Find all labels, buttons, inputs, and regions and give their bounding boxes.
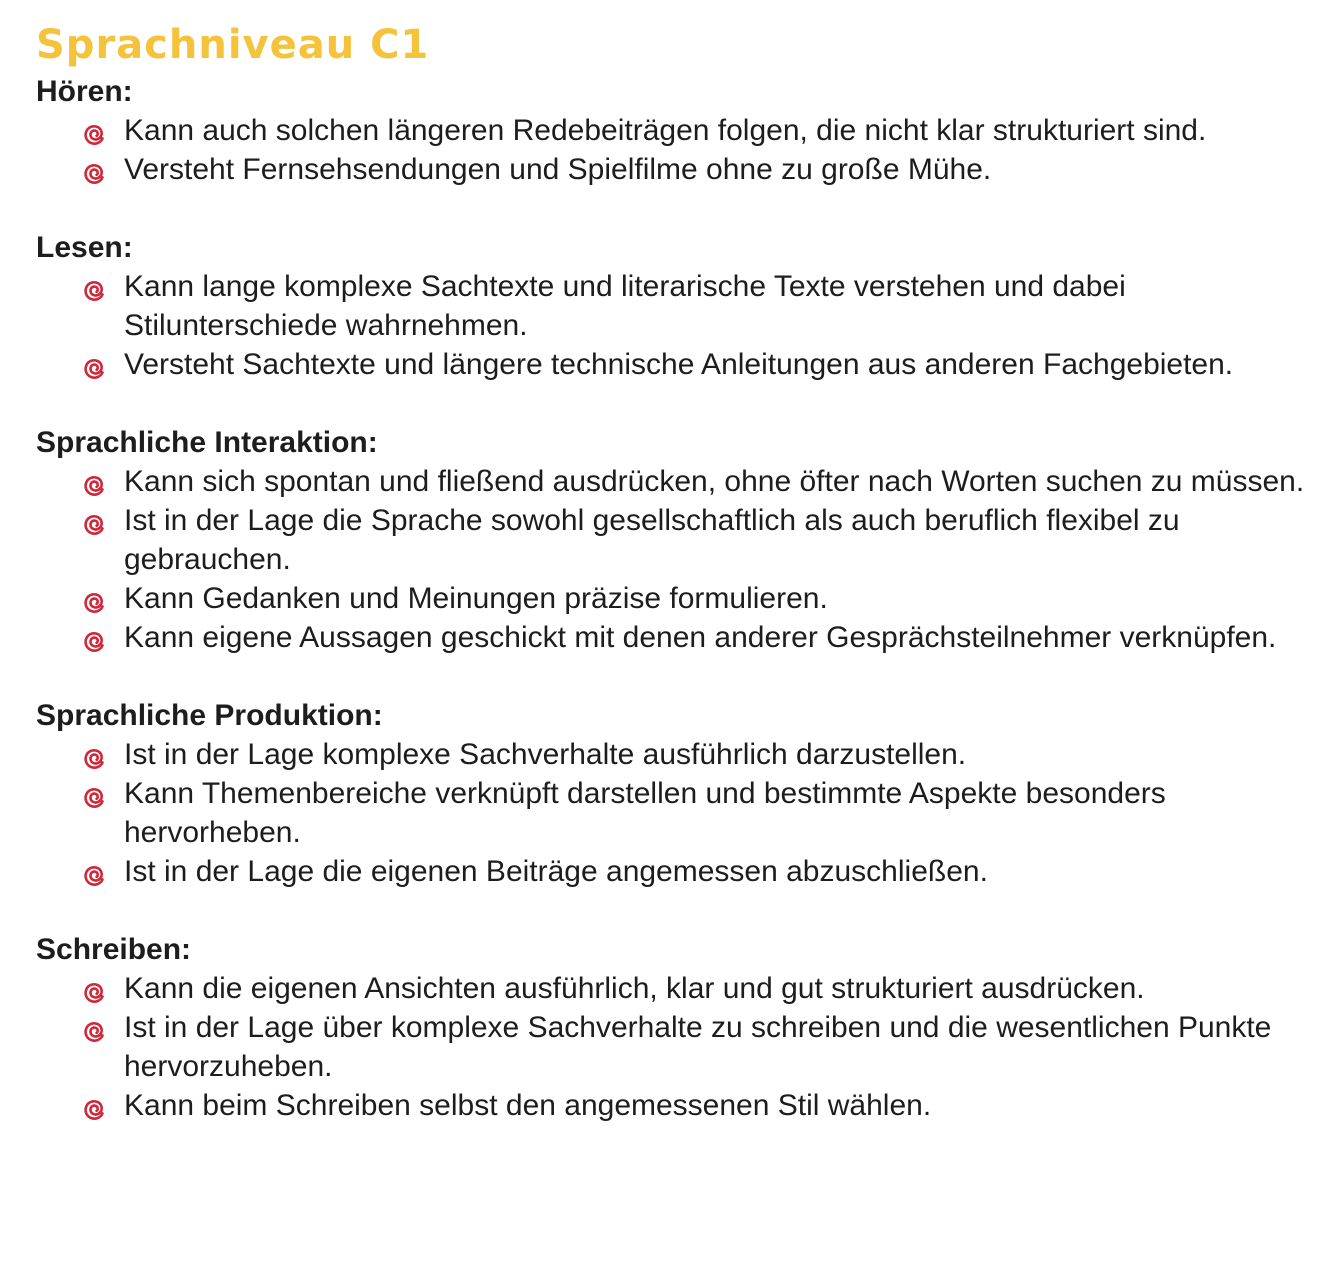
bullet-list [36,969,1326,1125]
list-item-text: Kann Themenbereiche verknüpft darstellen und bestimmte Aspekte besonders hervorheben. [124,777,1166,849]
section-heading: Hören: [36,75,133,108]
section-heading: Sprachliche Produktion: [36,699,383,732]
spiral-bullet-icon [82,1015,106,1039]
spiral-bullet-icon [82,118,106,142]
list-item [36,150,1326,189]
spiral-bullet-icon [82,742,106,766]
spiral-bullet-icon [82,352,106,376]
list-item-text: Ist in der Lage komplexe Sachverhalte ausführlich darzustellen. [124,738,967,771]
list-item [36,345,1326,384]
section-sprachliche-interaktion [36,423,1326,657]
spiral-bullet-icon [82,976,106,1000]
spiral-bullet-icon [82,625,106,649]
list-item-text: Ist in der Lage über komplexe Sachverhalte zu schreiben und die wesentlichen Punkte hervorzuheben. [124,1011,1272,1083]
list-item [36,579,1326,618]
section-heading: Sprachliche Interaktion: [36,426,378,459]
spiral-bullet-icon [82,1093,106,1117]
section-heading: Schreiben: [36,933,192,966]
list-item [36,735,1326,774]
list-item [36,852,1326,891]
list-item-text: Kann auch solchen längeren Redebeiträgen folgen, die nicht klar strukturiert sind. [124,114,1207,147]
list-item [36,1086,1326,1125]
list-item-text: Kann eigene Aussagen geschickt mit denen anderer Gesprächsteilnehmer verknüpfen. [124,621,1277,654]
section-schreiben [36,930,1326,1125]
bullet-list [36,462,1326,657]
spiral-bullet-icon [82,781,106,805]
list-item-text: Kann beim Schreiben selbst den angemessenen Stil wählen. [124,1089,932,1122]
list-item-text: Ist in der Lage die Sprache sowohl gesellschaftlich als auch beruflich flexibel zu gebrauchen. [124,504,1180,576]
list-item-text: Kann Gedanken und Meinungen präzise formulieren. [124,582,828,615]
list-item [36,1008,1326,1086]
list-item-text: Versteht Sachtexte und längere technische Anleitungen aus anderen Fachgebieten. [124,348,1234,381]
list-item [36,501,1326,579]
bullet-list [36,111,1326,189]
list-item-text: Kann sich spontan und fließend ausdrücken, ohne öfter nach Worten suchen zu müssen. [124,465,1305,498]
spiral-bullet-icon [82,157,106,181]
section-hoeren [36,72,1326,189]
list-item [36,267,1326,345]
spiral-bullet-icon [82,859,106,883]
page-title: Sprachniveau C1 [36,22,430,68]
list-item-text: Kann die eigenen Ansichten ausführlich, klar und gut strukturiert ausdrücken. [124,972,1145,1005]
list-item-text: Kann lange komplexe Sachtexte und literarische Texte verstehen und dabei Stilunterschiede wahrnehmen. [124,270,1126,342]
document-page [36,18,1326,1125]
section-lesen [36,228,1326,384]
list-item [36,774,1326,852]
bullet-list [36,735,1326,891]
list-item [36,969,1326,1008]
spiral-bullet-icon [82,274,106,298]
spiral-bullet-icon [82,586,106,610]
list-item [36,462,1326,501]
spiral-bullet-icon [82,508,106,532]
list-item-text: Versteht Fernsehsendungen und Spielfilme ohne zu große Mühe. [124,153,992,186]
list-item [36,618,1326,657]
bullet-list [36,267,1326,384]
spiral-bullet-icon [82,469,106,493]
list-item [36,111,1326,150]
section-heading: Lesen: [36,231,133,264]
section-sprachliche-produktion [36,696,1326,891]
list-item-text: Ist in der Lage die eigenen Beiträge angemessen abzuschließen. [124,855,988,888]
